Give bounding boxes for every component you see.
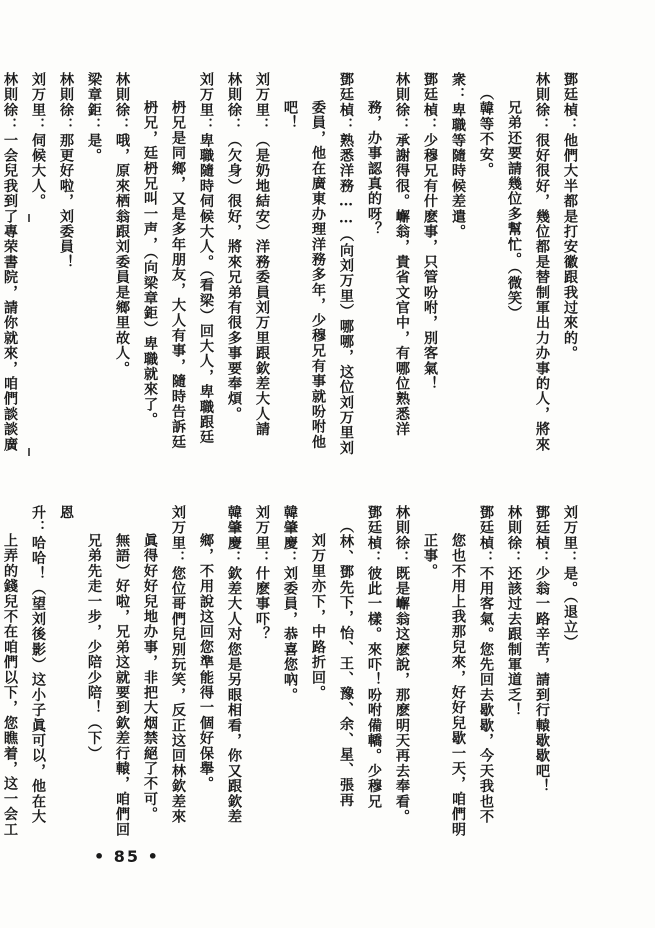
script-line: 刘万里：什麽事吓？ (254, 505, 270, 642)
script-line: 林則徐：（欠身）很好，將來兄弟有很多事要奉煩。 (226, 72, 242, 422)
script-line: 兄弟还要請幾位多幫忙。（微笑） (506, 100, 522, 321)
script-line: 刘万里：（是奶地結安）洋務委員刘万里跟欽差大人請 (254, 72, 270, 437)
script-line: 吧！ (282, 100, 298, 131)
speaker-name-split: 恩 (58, 505, 74, 521)
script-line: 刘万里：卑職隨時伺候大人。（看梁）回大人，卑職跟廷 (198, 72, 214, 445)
script-line: 刘万里：伺候大人。 (30, 72, 46, 209)
script-line: 務，办事認真的呀？ (366, 100, 382, 237)
script-line: 鄧廷楨：熟悉洋務……（向刘万里）哪哪，这位刘万里刘 (338, 72, 354, 456)
script-line: 枬兄，廷枬兄叫一声，（向梁章鉅）卑職就來了。 (142, 100, 158, 428)
script-line: 林則徐：哦，原來栖翁跟刘委員是鄉里故人。 (114, 72, 130, 376)
script-line: 鄧廷楨：彼此一樣。來吓！吩咐備轎。少穆兄 (366, 505, 382, 809)
script-line: 升：哈哈！（望刘後影）这小子眞可以，他在大 (30, 505, 46, 825)
script-line: 林則徐：一会兒我到了專荣書院，請你就來，咱們談談廣 (2, 72, 18, 452)
script-line: 鄧廷楨：不用客氣。您先回去歇歇，今天我也不 (478, 505, 494, 825)
script-line: 衆：卑職等隨時候差遣。 (450, 72, 466, 240)
script-line: 鄉，不用說这回您準能得一個好保舉。 (198, 533, 214, 792)
script-line: 上弄的錢兒不在咱們以下，您瞧着，这一会工 (2, 533, 18, 837)
dialogue-block-top (0, 72, 581, 467)
script-line: 韓肇慶：刘委員，恭喜您吶。 (282, 505, 298, 703)
script-line: 正事。 (422, 533, 438, 579)
script-line: 林則徐：很好很好，幾位都是替制軍出力办事的人，將來 (534, 72, 550, 452)
script-line: 林則徐：还該过去跟制軍道乏！ (506, 505, 522, 718)
script-line: 鄧廷楨：少穆兄有什麽事，只管吩咐，別客氣！ (422, 72, 438, 392)
script-line: 鄧廷楨：少翁一路辛苦，請到行轅歇歇吧！ (534, 505, 550, 794)
page-number: • 85 • (94, 847, 160, 866)
script-line: 兄弟先走一步，少陪少陪！（下） (86, 533, 102, 761)
script-line: 梁章鉅：是。 (86, 72, 102, 164)
stage-direction: （林、鄧先下，怡、王、豫、余、星、張再 (338, 519, 354, 808)
script-line: 林則徐：那更好啦，刘委員！ (58, 72, 74, 270)
script-line: 刘万里：您位哥們兒別玩笑，反正这回林欽差來 (170, 505, 186, 825)
script-line: 您也不用上我那兒來，好好兒歇一天，咱們明 (450, 533, 466, 837)
script-line: 枬兄是同鄉，又是多年朋友，大人有事，隨時告訴廷 (170, 100, 186, 450)
script-line: 林則徐：既是嶰翁这麽說，那麽明天再去奉看。 (394, 505, 410, 825)
script-line: 鄧廷楨：他們大半都是打安徽跟我过來的。 (562, 72, 578, 361)
script-line: 委員，他在廣東办理洋務多年，少穆兄有事就吩咐他 (310, 100, 326, 450)
script-line: 刘万里：是。（退立） (562, 505, 578, 650)
stage-direction: 刘万里亦下，中路折回。 (310, 533, 326, 701)
script-line: 韓肇慶：欽差大人对您是另眼相看，你又跟欽差 (226, 505, 242, 825)
script-line: 眞得好好兒地办事，非把大烟禁絕了不可。 (142, 533, 158, 822)
script-line: 無語）好啦，兄弟这就要到欽差行轅，咱們回 (114, 533, 130, 837)
dialogue-block-bottom (0, 505, 581, 837)
script-line: 林則徐：承謝得很。嶰翁，貴省文官中，有哪位熟悉洋 (394, 72, 410, 437)
stage-direction: （韓等不安。 (478, 86, 494, 178)
